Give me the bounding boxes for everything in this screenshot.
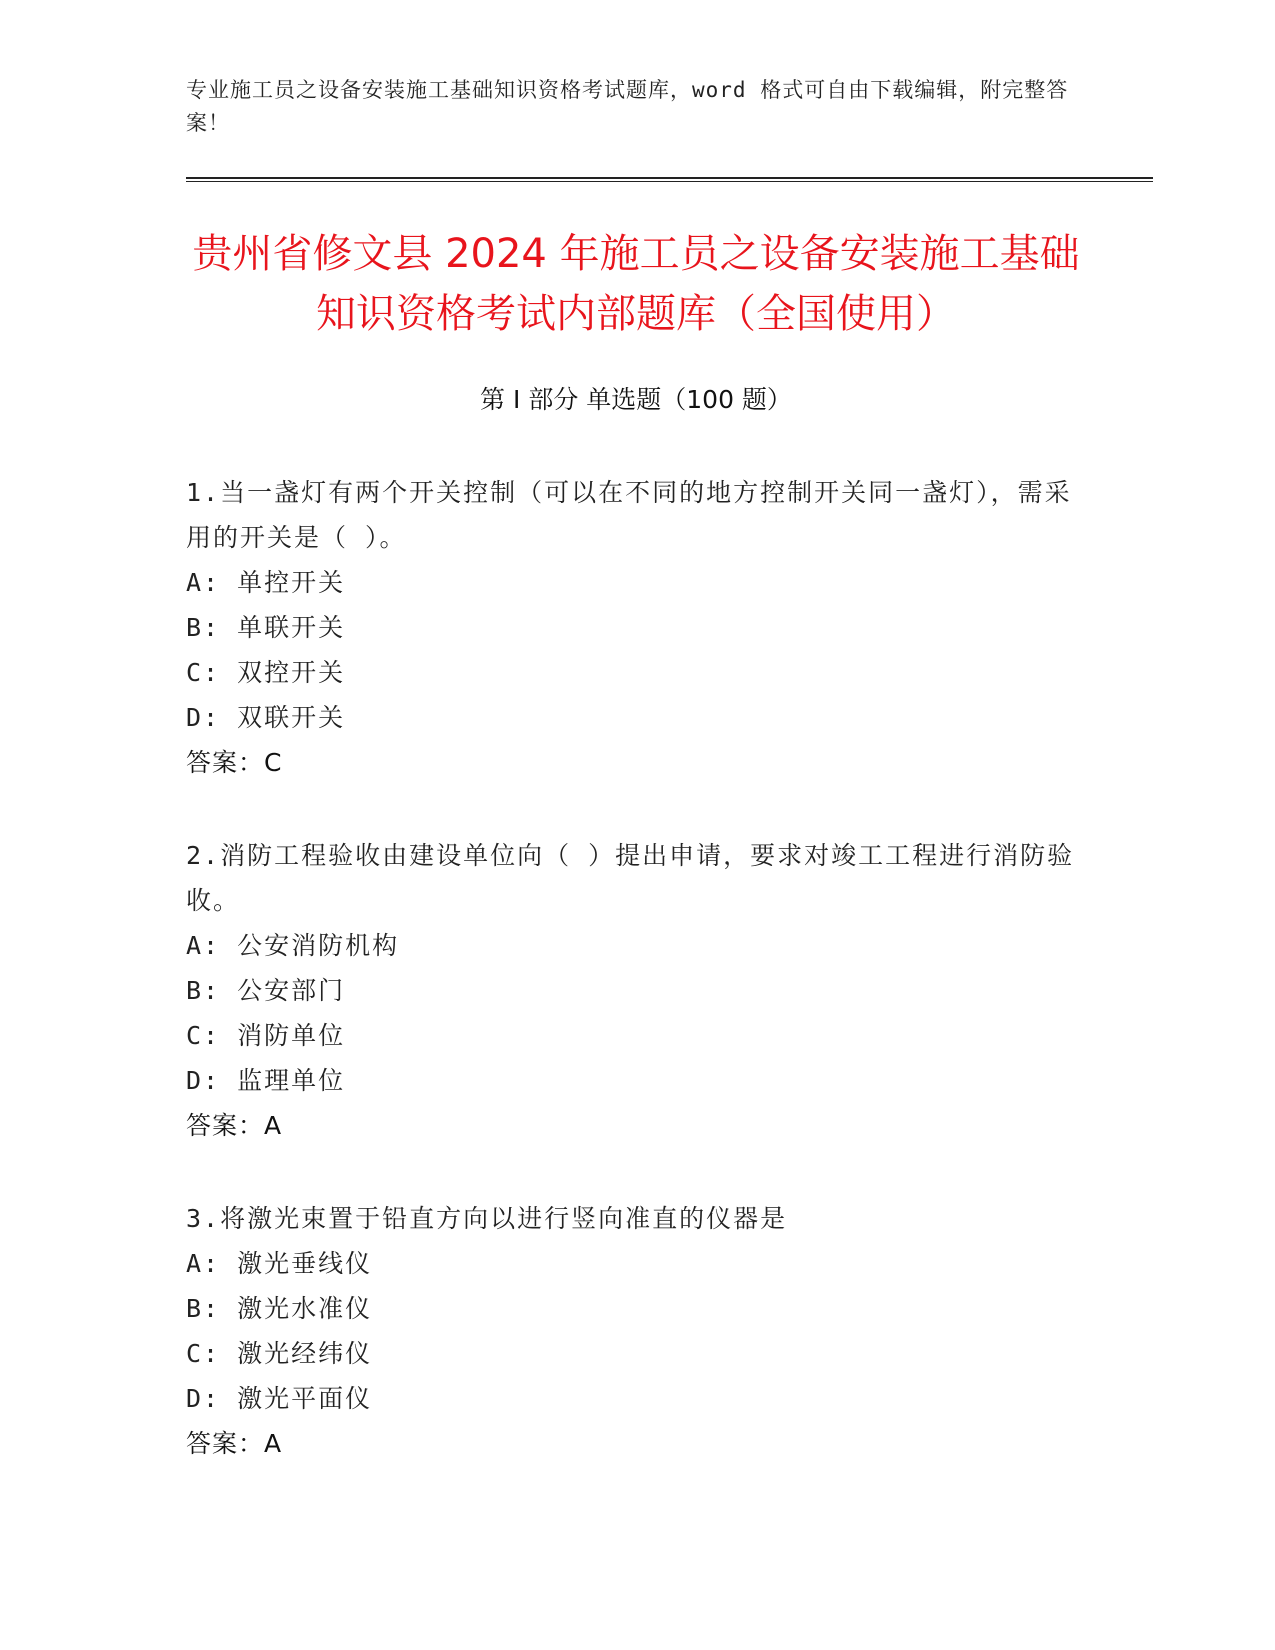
section-title: 第 I 部分 单选题（100 题） <box>480 385 792 414</box>
option-d: D: 监理单位 <box>186 1066 346 1095</box>
document-title: 贵州省修文县 2024 年施工员之设备安装施工基础知识资格考试内部题库（全国使用） <box>192 231 1080 337</box>
question-stem: 1.当一盏灯有两个开关控制（可以在不同的地方控制开关同一盏灯），需采用的开关是（ ）。 <box>186 478 1072 552</box>
option-d: D: 激光平面仪 <box>186 1384 373 1413</box>
header-rule-thin <box>186 181 1153 182</box>
question-3 <box>186 1196 1086 1466</box>
option-c: C: 双控开关 <box>186 658 346 687</box>
answer: 答案：C <box>186 748 283 777</box>
option-c: C: 消防单位 <box>186 1021 346 1050</box>
header-rule-thick <box>186 177 1153 179</box>
answer: 答案：A <box>186 1429 283 1458</box>
question-2 <box>186 833 1086 1148</box>
option-a: A: 单控开关 <box>186 568 346 597</box>
header-note: 专业施工员之设备安装施工基础知识资格考试题库，word 格式可自由下载编辑，附完整答案！ <box>186 78 1069 135</box>
option-b: B: 激光水准仪 <box>186 1294 373 1323</box>
option-b: B: 单联开关 <box>186 613 346 642</box>
option-a: A: 公安消防机构 <box>186 931 400 960</box>
option-c: C: 激光经纬仪 <box>186 1339 373 1368</box>
option-a: A: 激光垂线仪 <box>186 1249 373 1278</box>
question-stem: 2.消防工程验收由建设单位向（ ）提出申请，要求对竣工工程进行消防验收。 <box>186 841 1075 915</box>
option-b: B: 公安部门 <box>186 976 346 1005</box>
question-1 <box>186 470 1086 785</box>
answer: 答案：A <box>186 1111 283 1140</box>
question-stem: 3.将激光束置于铅直方向以进行竖向准直的仪器是 <box>186 1204 788 1233</box>
option-d: D: 双联开关 <box>186 703 346 732</box>
